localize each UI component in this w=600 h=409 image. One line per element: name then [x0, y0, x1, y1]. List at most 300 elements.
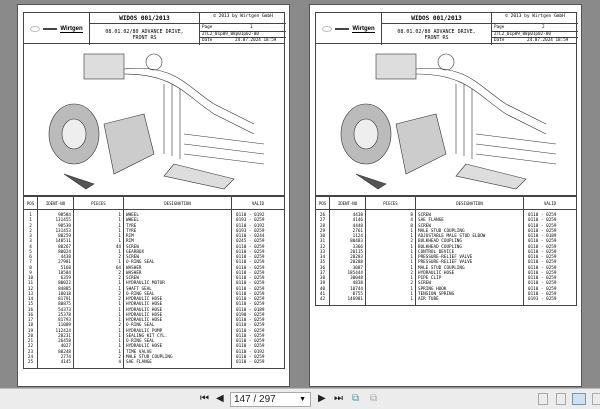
table-row — [316, 297, 577, 306]
pos-cell: 10 — [24, 276, 38, 281]
pieces-cell: 8 — [366, 224, 416, 229]
valid-cell: 0110 - 0259 — [524, 292, 577, 297]
section-title-line1: 08.01.02/80 ADVANCE DRIVE, — [397, 29, 476, 35]
pos-cell: 7 — [24, 260, 38, 265]
pieces-cell: 1 — [366, 260, 416, 265]
column-header: POS — [24, 197, 38, 210]
two-page-continuous-view-icon[interactable] — [592, 393, 600, 405]
pieces-cell: 1 — [74, 350, 124, 355]
valid-cell: 0110 - 0259 — [524, 287, 577, 292]
catalog-title: WIDOS 001/2013 — [382, 13, 492, 24]
ident-no-cell: 80875 — [38, 302, 74, 307]
ident-no-cell: 98539 — [38, 224, 74, 229]
table-row — [24, 329, 285, 334]
pieces-cell: 4 — [74, 360, 124, 369]
designation-cell: HYDRAULIC HOSE — [416, 271, 524, 276]
ident-no-cell: 80483 — [330, 239, 366, 244]
seal-icon — [322, 26, 332, 32]
pos-cell: 14 — [24, 297, 38, 302]
wirtgen-logo — [316, 13, 382, 45]
page-label-row — [492, 25, 578, 30]
valid-cell: 0110 - 0259 — [232, 271, 285, 276]
pos-cell: 42 — [316, 297, 330, 306]
pos-cell: 8 — [24, 266, 38, 271]
pieces-cell: 1 — [74, 239, 124, 244]
pieces-cell: 8 — [366, 210, 416, 219]
valid-cell: 0110 - 0259 — [232, 266, 285, 271]
pieces-cell: 1 — [74, 229, 124, 234]
designation-cell: WASHER — [124, 266, 232, 271]
parts-table — [315, 196, 577, 306]
valid-cell: 0110 - 0259 — [524, 276, 577, 281]
pieces-cell: 1 — [74, 210, 124, 219]
table-row — [24, 281, 285, 286]
pieces-cell: 4 — [366, 218, 416, 223]
page-header — [315, 12, 577, 44]
wirtgen-logo — [24, 13, 90, 45]
page-header — [23, 12, 285, 44]
designation-cell: TYRE — [124, 229, 232, 234]
column-header: VALID — [232, 197, 285, 210]
valid-cell: 0110 - 0259 — [524, 210, 577, 219]
pieces-cell: 1 — [366, 250, 416, 255]
pos-cell: 1 — [24, 218, 38, 223]
table-row — [316, 239, 577, 244]
designation-cell: WHEEL — [124, 210, 232, 219]
pos-cell: 24 — [24, 355, 38, 360]
column-header: PIECES — [366, 197, 416, 210]
valid-cell: 0110 - 0259 — [524, 260, 577, 265]
designation-cell: HYDRAULIC PUMP — [124, 329, 232, 334]
pos-cell: 5 — [24, 250, 38, 255]
date-value: 24.07.2024 18:59 — [235, 38, 277, 43]
valid-cell: 0110 - 0259 — [232, 360, 285, 369]
valid-cell: 0110 - 0259 — [524, 255, 577, 260]
designation-cell: SCREW — [416, 210, 524, 219]
pieces-cell: 1 — [74, 318, 124, 323]
catalog-page — [17, 4, 290, 387]
pieces-cell: 1 — [74, 334, 124, 339]
pos-cell: 22 — [24, 344, 38, 349]
pos-cell: 37 — [316, 271, 330, 276]
last-page-button[interactable]: ⏭ — [334, 393, 343, 404]
designation-cell: HYDRAULIC HOSE — [124, 344, 232, 349]
pieces-cell: 1 — [366, 276, 416, 281]
ident-no-cell: 80267 — [38, 245, 74, 250]
ident-no-cell: 8755 — [330, 292, 366, 297]
pos-cell: 6 — [24, 255, 38, 260]
pieces-cell: 2 — [74, 271, 124, 276]
pieces-cell: 2 — [366, 239, 416, 244]
ident-no-cell: 112424 — [38, 329, 74, 334]
table-row — [24, 323, 285, 328]
ident-no-cell: 10584 — [38, 271, 74, 276]
pos-cell: 16 — [24, 313, 38, 318]
pieces-cell: 1 — [366, 292, 416, 297]
valid-cell: 0190 - 0259 — [232, 313, 285, 318]
designation-cell: RIM — [124, 239, 232, 244]
valid-cell: 0110 - 0259 — [232, 339, 285, 344]
pos-cell: 31 — [316, 239, 330, 244]
valid-cell: 0110 - 0192 — [232, 224, 285, 229]
pos-cell: 20 — [24, 334, 38, 339]
valid-cell: 0193 - 0259 — [232, 229, 285, 234]
valid-cell: 0110 - 0259 — [524, 224, 577, 229]
column-header: DESIGNATION — [124, 197, 232, 210]
designation-cell: HYDRAULIC MOTOR — [124, 281, 232, 286]
ident-no-cell: 80259 — [38, 234, 74, 239]
designation-cell: AIR TUBE — [416, 297, 524, 306]
ident-no-cell: 10744 — [330, 287, 366, 292]
ident-no-cell: 2761 — [330, 229, 366, 234]
exploded-parts-drawing — [316, 44, 576, 194]
table-row — [24, 344, 285, 349]
designation-cell: ADJUSTABLE MALE STUD ELBOW — [416, 234, 524, 239]
valid-cell: 0110 - 0259 — [232, 344, 285, 349]
ident-no-cell: 28231 — [38, 334, 74, 339]
pieces-cell: 2 — [74, 292, 124, 297]
designation-cell: O-RING SEAL — [124, 339, 232, 344]
page-label: Page — [494, 25, 505, 30]
copyright: © 2013 by Wirtgen GmbH — [200, 13, 286, 24]
valid-cell: 0110 - 0259 — [524, 250, 577, 255]
previous-page-button[interactable]: ◀ — [216, 393, 224, 404]
designation-cell: MALE STUD COUPLING — [416, 266, 524, 271]
designation-cell: HYDRAULIC HOSE — [124, 302, 232, 307]
designation-cell: SHAFT SEAL — [124, 287, 232, 292]
valid-cell: 0193 - 0259 — [232, 218, 285, 223]
designation-cell: SCREW — [416, 224, 524, 229]
ident-no-cell: 4146 — [330, 218, 366, 223]
ident-no-cell: 10018 — [38, 292, 74, 297]
brand-name: Wirtgen — [60, 25, 83, 32]
pos-cell: 40 — [316, 287, 330, 292]
designation-cell: MALE STUD COUPLING — [416, 229, 524, 234]
valid-cell: 0110 - 0259 — [524, 281, 577, 286]
ident-no-cell: 30048 — [330, 276, 366, 281]
ident-no-cell: 80024 — [38, 250, 74, 255]
pos-cell: 2 — [24, 229, 38, 234]
page-number: 2 — [542, 25, 545, 30]
pieces-cell: 1 — [74, 339, 124, 344]
designation-cell: WHEEL — [124, 218, 232, 223]
valid-cell: 0110 - 0259 — [524, 245, 577, 250]
table-row — [316, 266, 577, 271]
valid-cell: 0110 - 0259 — [232, 302, 285, 307]
pos-cell: 34 — [316, 255, 330, 260]
designation-cell: TIME VALVE — [124, 350, 232, 355]
ident-no-cell: 5168 — [38, 266, 74, 271]
exploded-parts-drawing — [24, 44, 284, 194]
valid-cell: 0110 - 0259 — [232, 297, 285, 302]
pos-cell: 33 — [316, 250, 330, 255]
column-header: DESIGNATION — [416, 197, 524, 210]
pos-cell: 29 — [316, 229, 330, 234]
pos-cell: 36 — [316, 266, 330, 271]
column-header: POS — [316, 197, 330, 210]
pieces-cell: 64 — [74, 266, 124, 271]
ident-no-cell: 131453 — [38, 229, 74, 234]
designation-cell: SCREW — [124, 245, 232, 250]
ident-no-cell: 80248 — [38, 350, 74, 355]
valid-cell: 0110 - 0259 — [524, 239, 577, 244]
pieces-cell: 2 — [366, 281, 416, 286]
table-row — [24, 302, 285, 307]
pos-cell: 1 — [24, 210, 38, 219]
designation-cell: SAE FLANGE — [124, 360, 232, 369]
date-row — [200, 38, 286, 43]
section-title-line2: FRONT RS — [132, 35, 157, 41]
table-row — [24, 210, 285, 219]
pos-cell: 25 — [24, 360, 38, 369]
valid-cell: 0110 - 0259 — [232, 255, 285, 260]
designation-cell: O-RING SEAL — [124, 323, 232, 328]
two-page-view-icon[interactable] — [572, 393, 586, 405]
table-header — [316, 197, 577, 210]
pos-cell: 18 — [24, 323, 38, 328]
pieces-cell: 2 — [366, 271, 416, 276]
valid-cell: 0110 - 0259 — [232, 281, 285, 286]
ident-no-cell: 4145 — [38, 360, 74, 369]
valid-cell: 0245 - 0259 — [232, 239, 285, 244]
designation-cell: BULKHEAD COUPLING — [416, 239, 524, 244]
ident-no-cell: 4438 — [38, 255, 74, 260]
designation-cell: SAE FLANGE — [416, 218, 524, 223]
valid-cell: 0110 - 0259 — [524, 218, 577, 223]
drawing-area — [315, 44, 577, 196]
column-header: IDENT-NO — [330, 197, 366, 210]
ident-no-cell: 3366 — [330, 245, 366, 250]
pos-cell: 21 — [24, 339, 38, 344]
ident-no-cell: 26458 — [38, 339, 74, 344]
ident-no-cell: 80022 — [38, 281, 74, 286]
valid-cell: 0110 - 0192 — [232, 210, 285, 219]
column-header: PIECES — [74, 197, 124, 210]
valid-cell: 0110 - 0259 — [524, 229, 577, 234]
page-number-input[interactable] — [230, 392, 311, 407]
brand-name: Wirtgen — [352, 25, 375, 32]
date-value: 24.07.2024 18:59 — [527, 38, 569, 43]
drawing-area — [23, 44, 285, 196]
designation-cell: SCREW — [124, 276, 232, 281]
pieces-cell: 1 — [366, 255, 416, 260]
valid-cell: 0110 - 0259 — [232, 292, 285, 297]
column-header: VALID — [524, 197, 577, 210]
designation-cell: PIPE CLIP — [416, 276, 524, 281]
ident-no-cell: 54373 — [38, 308, 74, 313]
valid-cell: 0110 - 0259 — [232, 355, 285, 360]
next-page-button[interactable]: ▶ — [318, 393, 326, 404]
continuous-view-icon[interactable] — [556, 393, 566, 405]
date-label: Date — [494, 38, 505, 43]
section-title-line2: FRONT RS — [424, 35, 449, 41]
section-title — [90, 24, 200, 45]
copyright: © 2013 by Wirtgen GmbH — [492, 13, 578, 24]
valid-cell: 0110 - 0259 — [232, 323, 285, 328]
table-row — [316, 245, 577, 250]
ident-no-cell: 20115 — [330, 250, 366, 255]
designation-cell: O-RING SEAL — [124, 260, 232, 265]
valid-cell: 0110 - 0259 — [232, 334, 285, 339]
pos-cell: 35 — [316, 260, 330, 265]
designation-cell: TYRE — [124, 224, 232, 229]
first-page-button[interactable]: ⏮ — [200, 393, 209, 404]
pieces-cell: 1 — [74, 218, 124, 223]
pos-cell: 28 — [316, 224, 330, 229]
pieces-cell: 2 — [74, 255, 124, 260]
pos-cell: 15 — [24, 302, 38, 307]
valid-cell: 0110 - 0189 — [524, 234, 577, 239]
ident-no-cell: 20288 — [330, 260, 366, 265]
ident-no-cell: 185444 — [330, 271, 366, 276]
section-title-line1: 08.01.02/80 ADVANCE DRIVE, — [105, 29, 184, 35]
pos-cell: 16 — [24, 308, 38, 313]
pos-cell: 2 — [24, 224, 38, 229]
valid-cell: 0110 - 0259 — [232, 250, 285, 255]
valid-cell: 0110 - 0244 — [232, 234, 285, 239]
catalog-page — [309, 4, 582, 387]
designation-cell: SCREW — [124, 255, 232, 260]
valid-cell: 0110 - 0259 — [232, 287, 285, 292]
pieces-cell: 1 — [366, 287, 416, 292]
doc-id: ZTL2_01p89_08p01p02-00 — [200, 31, 286, 38]
table-row — [316, 287, 577, 292]
page-number-value: 147 / 297 — [234, 394, 276, 405]
ident-no-cell: 4838 — [330, 281, 366, 286]
page-label: Page — [202, 25, 213, 30]
page-label-row — [200, 25, 286, 30]
pdf-toolbar — [0, 388, 600, 409]
designation-cell: HYDRAULIC HOSE — [124, 308, 232, 313]
table-row — [24, 308, 285, 313]
designation-cell: BULKHEAD COUPLING — [416, 245, 524, 250]
valid-cell: 0110 - 0259 — [232, 245, 285, 250]
catalog-title: WIDOS 001/2013 — [90, 13, 200, 24]
valid-cell: 0110 - 0189 — [232, 308, 285, 313]
valid-cell: 0110 - 0259 — [232, 260, 285, 265]
designation-cell: O-RING SEAL — [124, 292, 232, 297]
pos-cell: 32 — [316, 245, 330, 250]
section-title — [382, 24, 492, 45]
copy-page-icon[interactable]: ⧉ — [352, 393, 360, 404]
pieces-cell: 2 — [74, 276, 124, 281]
pieces-cell: 2 — [74, 323, 124, 328]
pieces-cell: 1 — [366, 297, 416, 306]
pieces-cell: 1 — [74, 281, 124, 286]
pos-cell: 19 — [24, 329, 38, 334]
ident-no-cell: 81791 — [38, 297, 74, 302]
designation-cell: HYDRAULIC HOSE — [124, 313, 232, 318]
single-page-view-icon[interactable] — [538, 393, 548, 405]
pieces-cell: 1 — [74, 287, 124, 292]
table-row — [316, 260, 577, 265]
designation-cell: RIM — [124, 234, 232, 239]
designation-cell: WASHER — [124, 271, 232, 276]
column-header: IDENT-NO — [38, 197, 74, 210]
ident-no-cell: 81793 — [38, 318, 74, 323]
ident-no-cell: 4438 — [330, 210, 366, 219]
pieces-cell: 1 — [74, 250, 124, 255]
valid-cell: 0110 - 0259 — [232, 329, 285, 334]
pos-cell: 39 — [316, 281, 330, 286]
valid-cell: 0110 - 0259 — [232, 318, 285, 323]
pieces-cell: 1 — [74, 260, 124, 265]
table-row — [24, 360, 285, 369]
designation-cell: SEALING KIT CYL. — [124, 334, 232, 339]
designation-cell: HYDRAULIC HOSE — [124, 297, 232, 302]
pos-cell: 13 — [24, 292, 38, 297]
pieces-cell: 1 — [74, 308, 124, 313]
paste-page-icon[interactable]: ⧉ — [370, 393, 378, 404]
ident-no-cell: 20283 — [330, 255, 366, 260]
ident-no-cell: 1124 — [330, 234, 366, 239]
pieces-cell: 1 — [74, 302, 124, 307]
chevron-down-icon[interactable]: ▼ — [299, 396, 306, 403]
date-row — [492, 38, 578, 43]
parts-table — [23, 196, 285, 369]
pieces-cell: 1 — [366, 245, 416, 250]
pos-cell: 23 — [24, 350, 38, 355]
ident-no-cell: 25378 — [38, 313, 74, 318]
pieces-cell: 2 — [74, 297, 124, 302]
designation-cell: PRESSURE-RELIEF VALVE — [416, 260, 524, 265]
ident-no-cell: 146981 — [330, 297, 366, 306]
pos-cell: 30 — [316, 234, 330, 239]
doc-id: ZTL2_01p89_08p01p02-00 — [492, 31, 578, 38]
pos-cell: 38 — [316, 276, 330, 281]
date-label: Date — [202, 38, 213, 43]
pos-cell: 3 — [24, 234, 38, 239]
valid-cell: 0110 - 0259 — [232, 276, 285, 281]
ident-no-cell: 84885 — [38, 287, 74, 292]
pos-cell: 11 — [24, 281, 38, 286]
ident-no-cell: 148511 — [38, 239, 74, 244]
pos-cell: 17 — [24, 318, 38, 323]
designation-cell: MALE STUD COUPLING — [124, 355, 232, 360]
pieces-cell: 2 — [74, 355, 124, 360]
designation-cell: PRESSURE-RELIEF VALVE — [416, 255, 524, 260]
designation-cell: GEARBOX — [124, 250, 232, 255]
ident-no-cell: 11089 — [38, 323, 74, 328]
ident-no-cell: 27981 — [38, 260, 74, 265]
pieces-cell: 1 — [74, 234, 124, 239]
pieces-cell: 1 — [366, 229, 416, 234]
pieces-cell: 1 — [74, 224, 124, 229]
pos-cell: 27 — [316, 218, 330, 223]
ident-no-cell: 2774 — [38, 355, 74, 360]
designation-cell: TENSION SPRING — [416, 292, 524, 297]
valid-cell: 0110 - 0259 — [524, 266, 577, 271]
pieces-cell: 1 — [366, 266, 416, 271]
valid-cell: 0193 - 0259 — [524, 297, 577, 306]
seal-icon — [30, 26, 40, 32]
pieces-cell: 44 — [74, 245, 124, 250]
pos-cell: 9 — [24, 271, 38, 276]
ident-no-cell: 4027 — [38, 344, 74, 349]
pieces-cell: 1 — [74, 329, 124, 334]
designation-cell: CONTROL DEVICE — [416, 250, 524, 255]
pos-cell: 4 — [24, 245, 38, 250]
pos-cell: 3 — [24, 239, 38, 244]
pos-cell: 41 — [316, 292, 330, 297]
table-row — [24, 260, 285, 265]
ident-no-cell: 98584 — [38, 210, 74, 219]
table-header — [24, 197, 285, 210]
page-number: 1 — [250, 25, 253, 30]
pos-cell: 26 — [316, 210, 330, 219]
valid-cell: 0110 - 0192 — [232, 350, 285, 355]
pieces-cell: 1 — [366, 234, 416, 239]
